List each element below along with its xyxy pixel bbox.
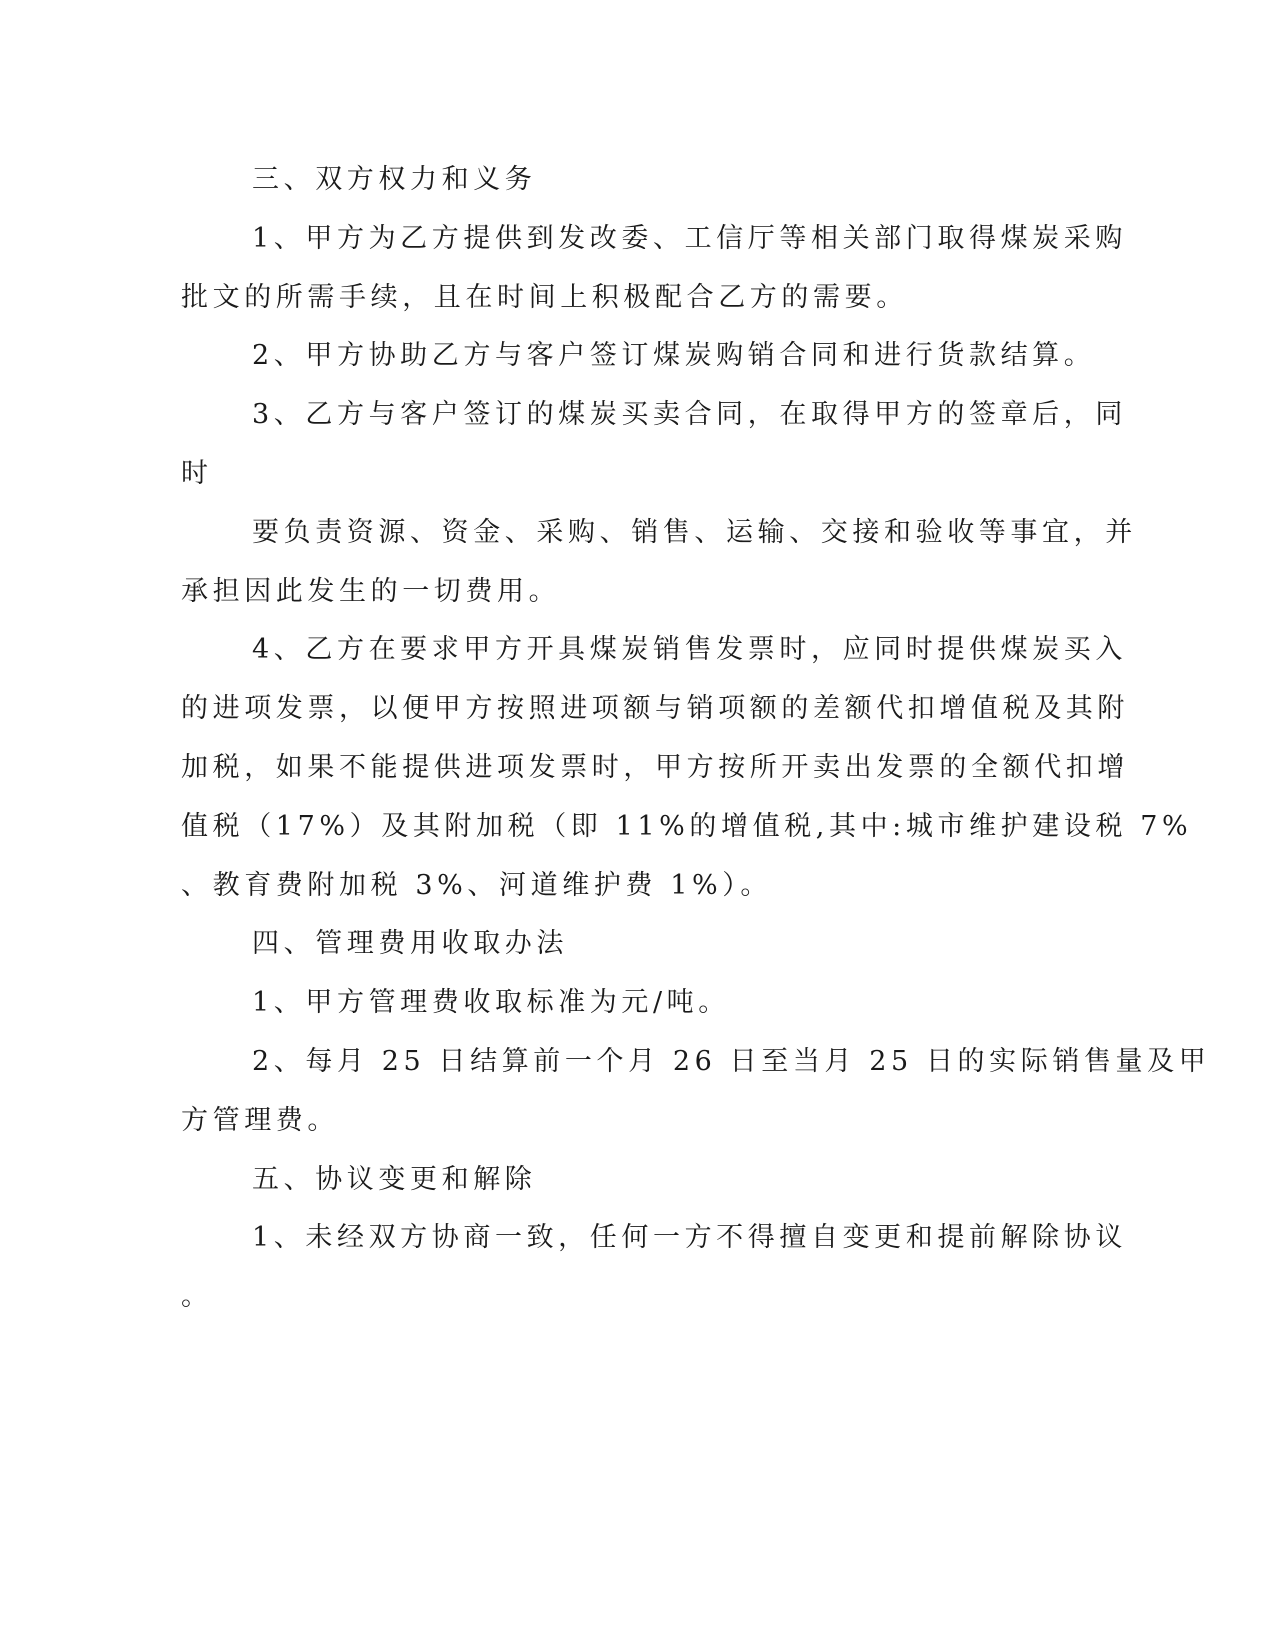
paragraph-line: 。 bbox=[181, 1281, 213, 1312]
section-heading-management-fee: 四、管理费用收取办法 bbox=[252, 928, 568, 959]
paragraph-line: 方管理费。 bbox=[181, 1105, 339, 1136]
paragraph-line: 1、甲方管理费收取标准为元/吨。 bbox=[252, 987, 730, 1018]
paragraph-line: 值税（17%）及其附加税（即 11%的增值税,其中:城市维护建设税 7% bbox=[181, 811, 1193, 842]
paragraph-line: 要负责资源、资金、采购、销售、运输、交接和验收等事宜，并 bbox=[252, 517, 1137, 548]
paragraph-line: 加税，如果不能提供进项发票时，甲方按所开卖出发票的全额代扣增 bbox=[181, 752, 1129, 783]
paragraph-line: 、教育费附加税 3%、河道维护费 1%）。 bbox=[181, 870, 772, 901]
paragraph-line: 时 bbox=[181, 458, 213, 489]
paragraph-line: 批文的所需手续，且在时间上积极配合乙方的需要。 bbox=[181, 282, 908, 313]
section-heading-rights-obligations: 三、双方权力和义务 bbox=[252, 164, 537, 195]
paragraph-line: 1、甲方为乙方提供到发改委、工信厅等相关部门取得煤炭采购 bbox=[252, 223, 1127, 254]
paragraph-line: 2、每月 25 日结算前一个月 26 日至当月 25 日的实际销售量及甲 bbox=[252, 1046, 1211, 1077]
paragraph-line: 承担因此发生的一切费用。 bbox=[181, 576, 561, 607]
paragraph-line: 1、未经双方协商一致，任何一方不得擅自变更和提前解除协议 bbox=[252, 1222, 1127, 1253]
paragraph-line: 2、甲方协助乙方与客户签订煤炭购销合同和进行货款结算。 bbox=[252, 340, 1096, 371]
paragraph-line: 的进项发票，以便甲方按照进项额与销项额的差额代扣增值税及其附 bbox=[181, 693, 1129, 724]
section-heading-agreement-change: 五、协议变更和解除 bbox=[252, 1164, 537, 1195]
paragraph-line: 4、乙方在要求甲方开具煤炭销售发票时，应同时提供煤炭买入 bbox=[252, 634, 1127, 665]
paragraph-line: 3、乙方与客户签订的煤炭买卖合同，在取得甲方的签章后，同 bbox=[252, 399, 1127, 430]
